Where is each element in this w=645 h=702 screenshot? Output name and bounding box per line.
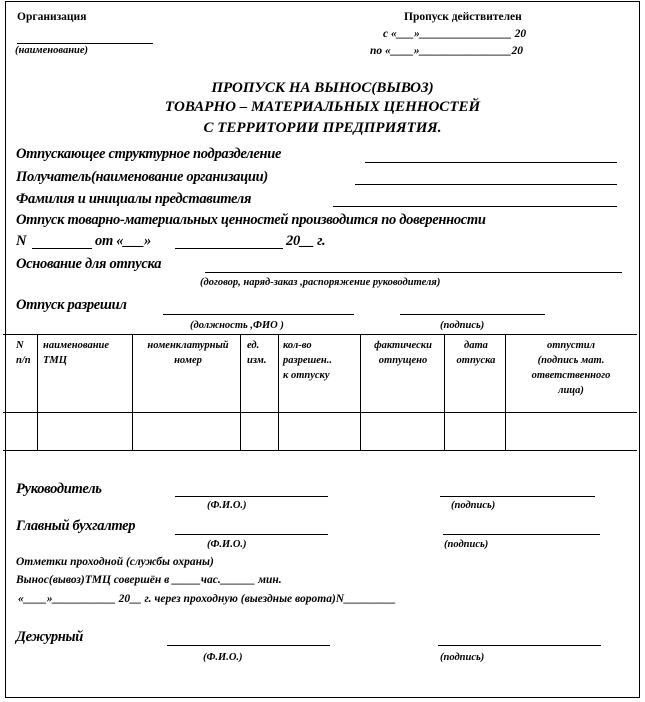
table-col-divider xyxy=(444,334,445,450)
duty-fio-line xyxy=(167,645,330,646)
basis-label: Основание для отпуска xyxy=(16,256,162,272)
recipient-line xyxy=(355,184,617,185)
signature-note: (подпись) xyxy=(440,320,485,331)
table-header-date: дата отпуска xyxy=(456,340,496,366)
title-line2: ТОВАРНО – МАТЕРИАЛЬНЫХ ЦЕННОСТЕЙ xyxy=(164,99,481,115)
table-header-unit: ед. изм. xyxy=(247,340,267,366)
department-label: Отпускающее структурное подразделение xyxy=(16,146,282,162)
title-line3: С ТЕРРИТОРИИ ПРЕДПРИЯТИЯ. xyxy=(203,120,442,136)
table-col-divider xyxy=(132,334,133,450)
date-line xyxy=(175,248,283,249)
table-col-divider xyxy=(360,334,361,450)
release-text: Отпуск товарно-материальных ценностей производится по доверенности xyxy=(16,212,486,228)
title-line1: ПРОПУСК НА ВЫНОС(ВЫВОЗ) xyxy=(211,80,434,96)
table-bottom-border xyxy=(3,450,637,451)
position-note: (должность ,ФИО ) xyxy=(190,320,284,331)
table-top-border xyxy=(3,334,637,335)
head-fio-note: (Ф.И.О.) xyxy=(207,500,247,511)
valid-label: Пропуск действителен xyxy=(404,11,522,23)
table-header-number: N п/п xyxy=(16,340,31,366)
valid-from: с «___»________________ 20 xyxy=(383,28,527,40)
table-col-divider xyxy=(278,334,279,450)
security-marks-label: Отметки проходной (службы охраны) xyxy=(16,556,214,568)
table-header-nomenclature: номенклатурный номер xyxy=(147,340,229,366)
accountant-signature-note: (подпись) xyxy=(444,539,489,550)
n-label: N xyxy=(16,233,27,249)
table-header-allowed-qty: кол-во разрешен.. к отпуску xyxy=(283,340,332,381)
basis-line xyxy=(205,272,622,273)
representative-line xyxy=(333,206,617,207)
permission-signature-line xyxy=(400,314,545,315)
year-label: 20__ г. xyxy=(286,233,326,249)
table-row-border xyxy=(3,412,637,413)
accountant-fio-note: (Ф.И.О.) xyxy=(207,539,247,550)
export-done-label: Вынос(вывоз)ТМЦ совершён в _____час.______ мин. xyxy=(16,574,282,586)
head-label: Руководитель xyxy=(16,481,102,497)
basis-note: (договор, наряд-заказ ,распоряжение руководителя) xyxy=(200,277,441,288)
permission-line xyxy=(163,314,354,315)
table-header-released-by: отпустил (подпись мат. ответственного лица) xyxy=(531,340,611,396)
recipient-label: Получатель(наименование организации) xyxy=(16,169,268,185)
organization-label: Организация xyxy=(17,11,87,23)
from-date: от «___» xyxy=(95,233,152,249)
head-fio-line xyxy=(175,496,328,497)
duty-signature-line xyxy=(438,645,601,646)
n-line xyxy=(32,248,92,249)
duty-label: Дежурный xyxy=(16,629,84,645)
organization-line xyxy=(17,43,153,44)
table-col-divider xyxy=(37,334,38,450)
duty-signature-note: (подпись) xyxy=(440,652,485,663)
naimenovanie-note: (наименование) xyxy=(15,45,89,56)
head-signature-note: (подпись) xyxy=(451,500,496,511)
valid-to: по «____»________________20 xyxy=(370,45,524,57)
permission-label: Отпуск разрешил xyxy=(16,297,127,313)
department-line xyxy=(365,162,617,163)
accountant-signature-line xyxy=(443,534,600,535)
representative-label: Фамилия и инициалы представителя xyxy=(16,191,252,207)
gate-label: «____»___________ 20__ г. через проходную (выездные ворота)N_________ xyxy=(18,593,396,605)
table-header-actual-qty: фактически отпущено xyxy=(374,340,432,366)
duty-fio-note: (Ф.И.О.) xyxy=(203,652,243,663)
accountant-fio-line xyxy=(175,534,328,535)
table-header-name: наименование ТМЦ xyxy=(43,340,110,366)
accountant-label: Главный бухгалтер xyxy=(16,518,136,534)
head-signature-line xyxy=(440,496,595,497)
